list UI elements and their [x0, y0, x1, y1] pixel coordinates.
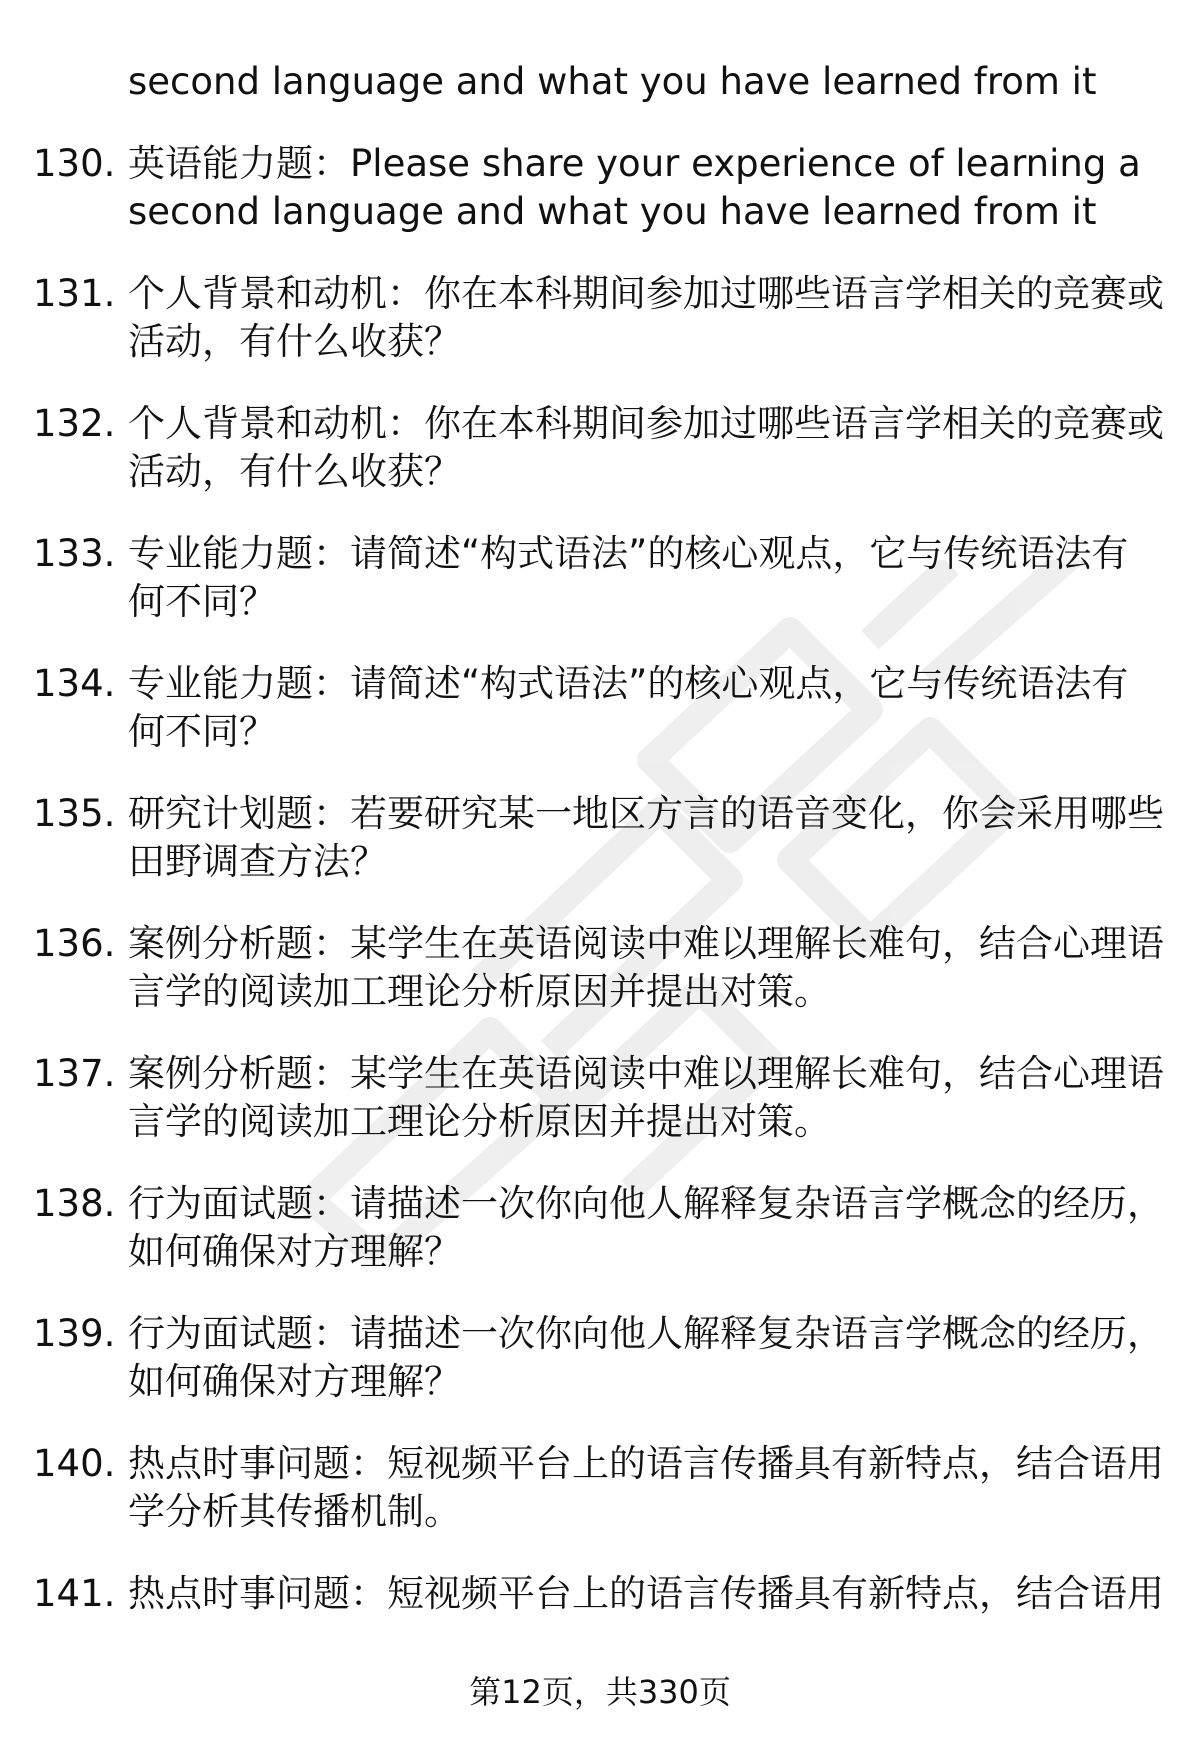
list-item: [0, 400, 1200, 496]
item-text-line: 何不同？: [128, 710, 276, 753]
item-number: 138.: [33, 1182, 116, 1225]
item-text-line: 案例分析题：某学生在英语阅读中难以理解长难句，结合心理语: [128, 1052, 1164, 1095]
item-text-line: 行为面试题：请描述一次你向他人解释复杂语言学概念的经历，: [128, 1312, 1164, 1355]
item-text: [128, 1570, 1164, 1618]
item-number: 136.: [33, 922, 116, 965]
item-text-line: 行为面试题：请描述一次你向他人解释复杂语言学概念的经历，: [128, 1182, 1164, 1225]
list-item: [0, 790, 1200, 886]
item-text-line: 个人背景和动机：你在本科期间参加过哪些语言学相关的竞赛或: [128, 402, 1164, 445]
list-item: [0, 1050, 1200, 1146]
item-text: [128, 140, 1141, 236]
item-text-line: 案例分析题：某学生在英语阅读中难以理解长难句，结合心理语: [128, 922, 1164, 965]
question-list: [0, 58, 1200, 1652]
item-text-line: 言学的阅读加工理论分析原因并提出对策。: [128, 1100, 831, 1143]
item-text: [128, 1180, 1164, 1276]
item-text-line: 专业能力题：请简述“构式语法”的核心观点，它与传统语法有: [128, 532, 1129, 575]
item-text-line: 如何确保对方理解？: [128, 1360, 461, 1403]
item-text-line: 热点时事问题：短视频平台上的语言传播具有新特点，结合语用: [128, 1572, 1164, 1615]
list-item: [0, 920, 1200, 1016]
list-item: [0, 660, 1200, 756]
item-number: 133.: [33, 532, 116, 575]
item-text-line: 如何确保对方理解？: [128, 1230, 461, 1273]
item-text: [128, 400, 1164, 496]
item-number: 131.: [33, 272, 116, 315]
item-text-line: 英语能力题：Please share your experience of learning a: [128, 142, 1141, 185]
item-text-line: 专业能力题：请简述“构式语法”的核心观点，它与传统语法有: [128, 662, 1129, 705]
item-number: 132.: [33, 402, 116, 445]
item-text-line: 热点时事问题：短视频平台上的语言传播具有新特点，结合语用: [128, 1442, 1164, 1485]
item-text-line: 田野调查方法？: [128, 840, 387, 883]
item-text: [128, 1440, 1164, 1536]
item-number: 139.: [33, 1312, 116, 1355]
item-text: [128, 790, 1164, 886]
item-text-line: 个人背景和动机：你在本科期间参加过哪些语言学相关的竞赛或: [128, 272, 1164, 315]
item-text-line: 学分析其传播机制。: [128, 1490, 461, 1533]
list-item: [0, 1570, 1200, 1618]
list-item: [0, 1310, 1200, 1406]
list-item: [0, 270, 1200, 366]
continuation-line: second language and what you have learned from it: [128, 60, 1097, 103]
item-text: [128, 530, 1138, 626]
item-number: 141.: [33, 1572, 116, 1615]
item-text-line: second language and what you have learned from it: [128, 190, 1097, 233]
list-item: [0, 1440, 1200, 1536]
item-text: [128, 660, 1138, 756]
list-item: [0, 140, 1200, 236]
list-item: [0, 1180, 1200, 1276]
item-number: 137.: [33, 1052, 116, 1095]
item-text: [128, 1050, 1164, 1146]
item-number: 130.: [33, 142, 116, 185]
item-number: 135.: [33, 792, 116, 835]
item-text-line: 研究计划题：若要研究某一地区方言的语音变化，你会采用哪些: [128, 792, 1164, 835]
item-text-line: 何不同？: [128, 580, 276, 623]
item-text: [128, 270, 1164, 366]
list-item: [0, 530, 1200, 626]
item-number: 134.: [33, 662, 116, 705]
item-text: [128, 1310, 1164, 1406]
item-text: [128, 920, 1164, 1016]
item-text-line: 言学的阅读加工理论分析原因并提出对策。: [128, 970, 831, 1013]
item-number: 140.: [33, 1442, 116, 1485]
item-text-line: 活动，有什么收获？: [128, 450, 461, 493]
page-number-footer: 第12页，共330页: [469, 1673, 731, 1711]
item-text-line: 活动，有什么收获？: [128, 320, 461, 363]
